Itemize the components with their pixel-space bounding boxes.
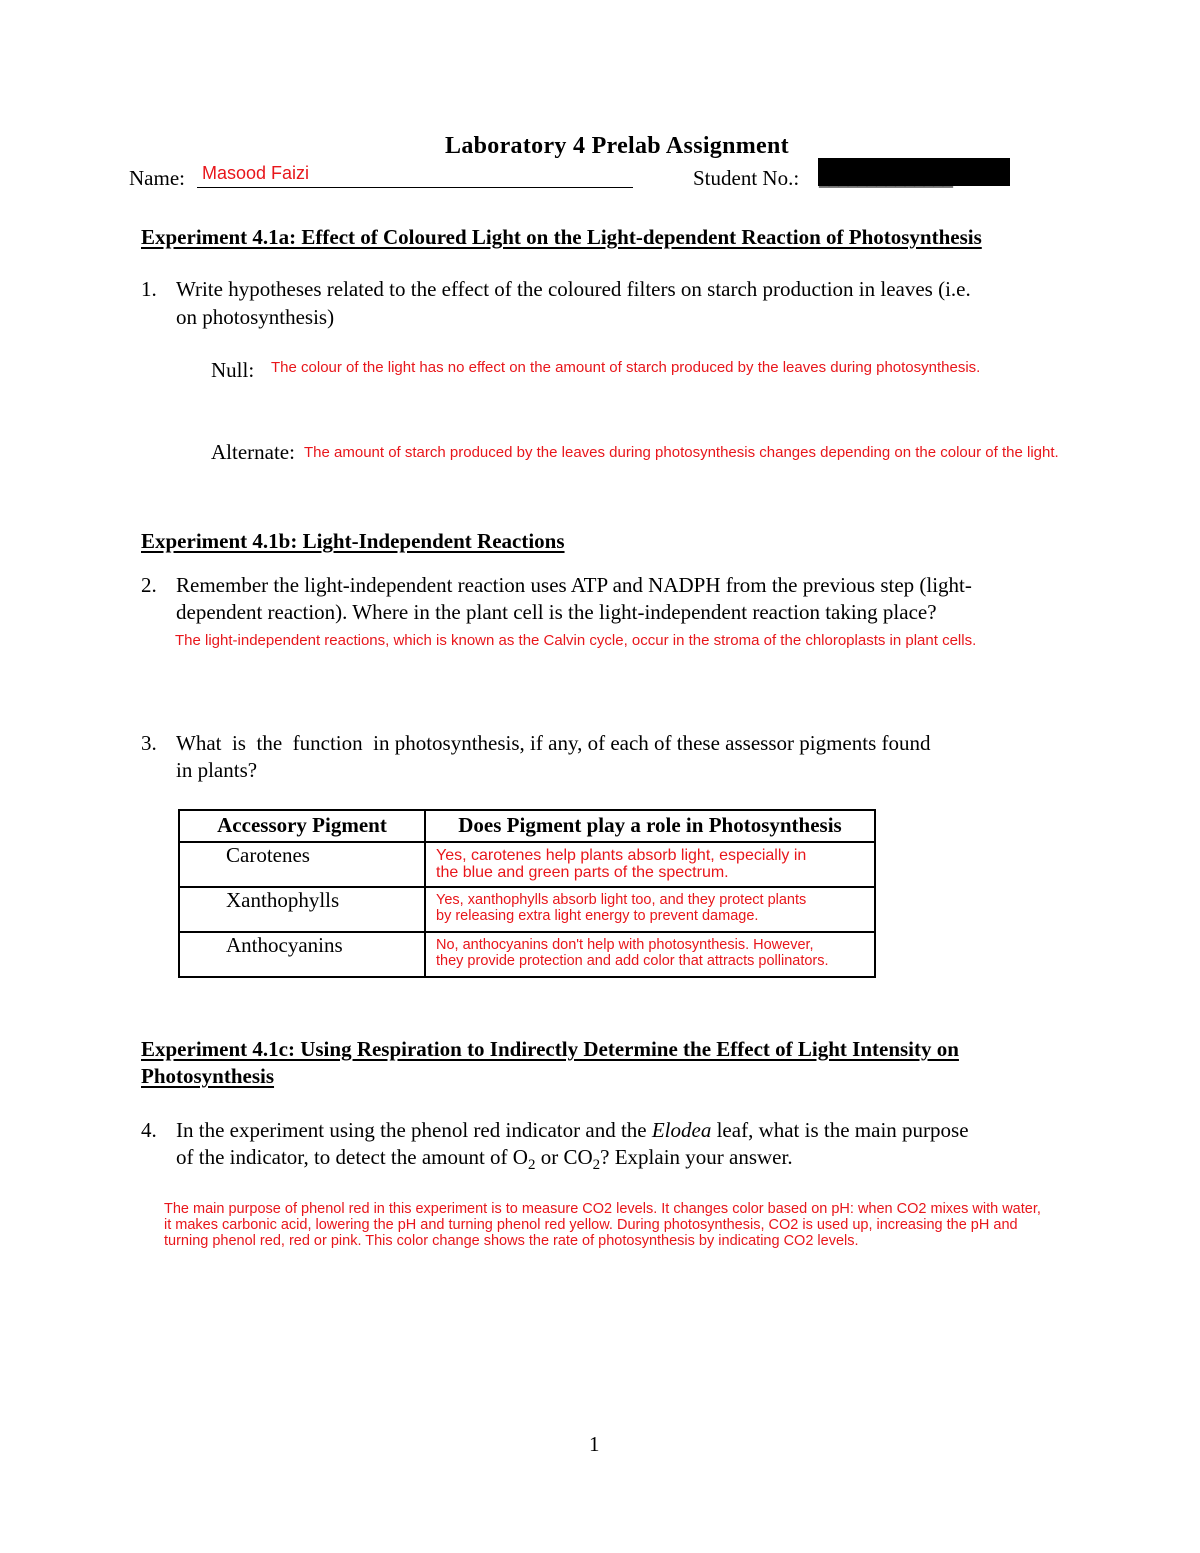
student-number-label: Student No.: (693, 166, 800, 190)
question-4-line-1 (176, 1118, 969, 1143)
elodea-italic: Elodea (651, 1118, 712, 1142)
table-row (179, 932, 875, 977)
answer-line: The main purpose of phenol red in this experiment is to measure CO2 levels. It changes color based on pH: when CO2 mixes with water, (164, 1201, 1041, 1217)
question-3-line-1: What is the function in photosynthesis, if any, of each of these assessor pigments found (176, 731, 931, 755)
question-1-number: 1. (141, 277, 157, 301)
pigment-table (178, 809, 876, 978)
pigment-answer[interactable] (425, 932, 875, 977)
question-1-line-2: on photosynthesis) (176, 305, 335, 329)
answer-line: Yes, carotenes help plants absorb light, especially in (436, 847, 807, 864)
q4-text-c: of the indicator, to detect the amount of O (176, 1145, 528, 1169)
question-3-number: 3. (141, 731, 157, 755)
answer-line: No, anthocyanins don't help with photosynthesis. However, (436, 937, 814, 953)
null-hypothesis-label: Null: (211, 358, 255, 382)
table-row (179, 842, 875, 887)
name-label: Name: (129, 166, 185, 190)
name-value[interactable]: Masood Faizi (202, 163, 310, 183)
subscript-2: 2 (527, 1157, 536, 1174)
answer-line: turning phenol red, red or pink. This color change shows the rate of photosynthesis by indicating CO2 levels. (164, 1233, 859, 1249)
pigment-answer[interactable] (425, 887, 875, 932)
pigment-name: Xanthophylls (179, 887, 425, 932)
page-number: 1 (589, 1432, 600, 1456)
table-row (179, 887, 875, 932)
pigment-name: Anthocyanins (179, 932, 425, 977)
question-2-line-1: Remember the light-independent reaction uses ATP and NADPH from the previous step (light- (176, 573, 972, 597)
null-hypothesis-answer[interactable]: The colour of the light has no effect on the amount of starch produced by the leaves during photosynthesis. (271, 359, 981, 376)
pigment-answer[interactable] (425, 842, 875, 887)
page-title: Laboratory 4 Prelab Assignment (445, 133, 789, 159)
question-4-answer[interactable] (164, 1201, 1041, 1249)
answer-line: the blue and green parts of the spectrum. (436, 864, 729, 881)
answer-line: it makes carbonic acid, lowering the pH and turning phenol red yellow. During photosynthesis, CO2 is used up, increasing the pH and (164, 1217, 1018, 1233)
pigment-name: Carotenes (179, 842, 425, 887)
name-underline (197, 187, 633, 188)
answer-line: they provide protection and add color that attracts pollinators. (436, 953, 829, 969)
q4-text-e: ? Explain your answer. (600, 1145, 793, 1169)
question-2-answer[interactable]: The light-independent reactions, which is known as the Calvin cycle, occur in the stroma of the chloroplasts in plant cells. (175, 632, 977, 649)
experiment-4-1b-heading: Experiment 4.1b: Light-Independent Reactions (141, 529, 565, 553)
question-3-line-2: in plants? (176, 758, 258, 782)
answer-line: Yes, xanthophylls absorb light too, and they protect plants (436, 892, 807, 908)
experiment-4-1c-heading-line-1: Experiment 4.1c: Using Respiration to Indirectly Determine the Effect of Light Intensity on (141, 1037, 959, 1061)
student-number-field[interactable]: ______________ (819, 166, 952, 190)
subscript-2: 2 (592, 1157, 601, 1174)
alternate-hypothesis-label: Alternate: (211, 440, 295, 464)
experiment-4-1a-heading: Experiment 4.1a: Effect of Coloured Light on the Light-dependent Reaction of Photosynthesis (141, 225, 982, 249)
q4-text-b: leaf, what is the main purpose (711, 1118, 969, 1142)
experiment-4-1c-heading-line-2: Photosynthesis (141, 1064, 275, 1088)
col-role-in-photosynthesis: Does Pigment play a role in Photosynthesis (425, 810, 875, 842)
question-2-line-2: dependent reaction). Where in the plant cell is the light-independent reaction taking place? (176, 600, 937, 624)
q4-text-a: In the experiment using the phenol red indicator and the (176, 1118, 652, 1142)
question-1-line-1: Write hypotheses related to the effect of the coloured filters on starch production in leaves (i.e. (176, 277, 971, 301)
pigment-table-header (179, 810, 875, 842)
q4-text-d: or CO (535, 1145, 593, 1169)
question-2-number: 2. (141, 573, 157, 597)
answer-line: by releasing extra light energy to prevent damage. (436, 908, 759, 924)
col-accessory-pigment: Accessory Pigment (179, 810, 425, 842)
question-4-line-2 (176, 1145, 793, 1174)
question-4-number: 4. (141, 1118, 157, 1142)
alternate-hypothesis-answer[interactable]: The amount of starch produced by the leaves during photosynthesis changes depending on the colour of the light. (304, 444, 1059, 461)
